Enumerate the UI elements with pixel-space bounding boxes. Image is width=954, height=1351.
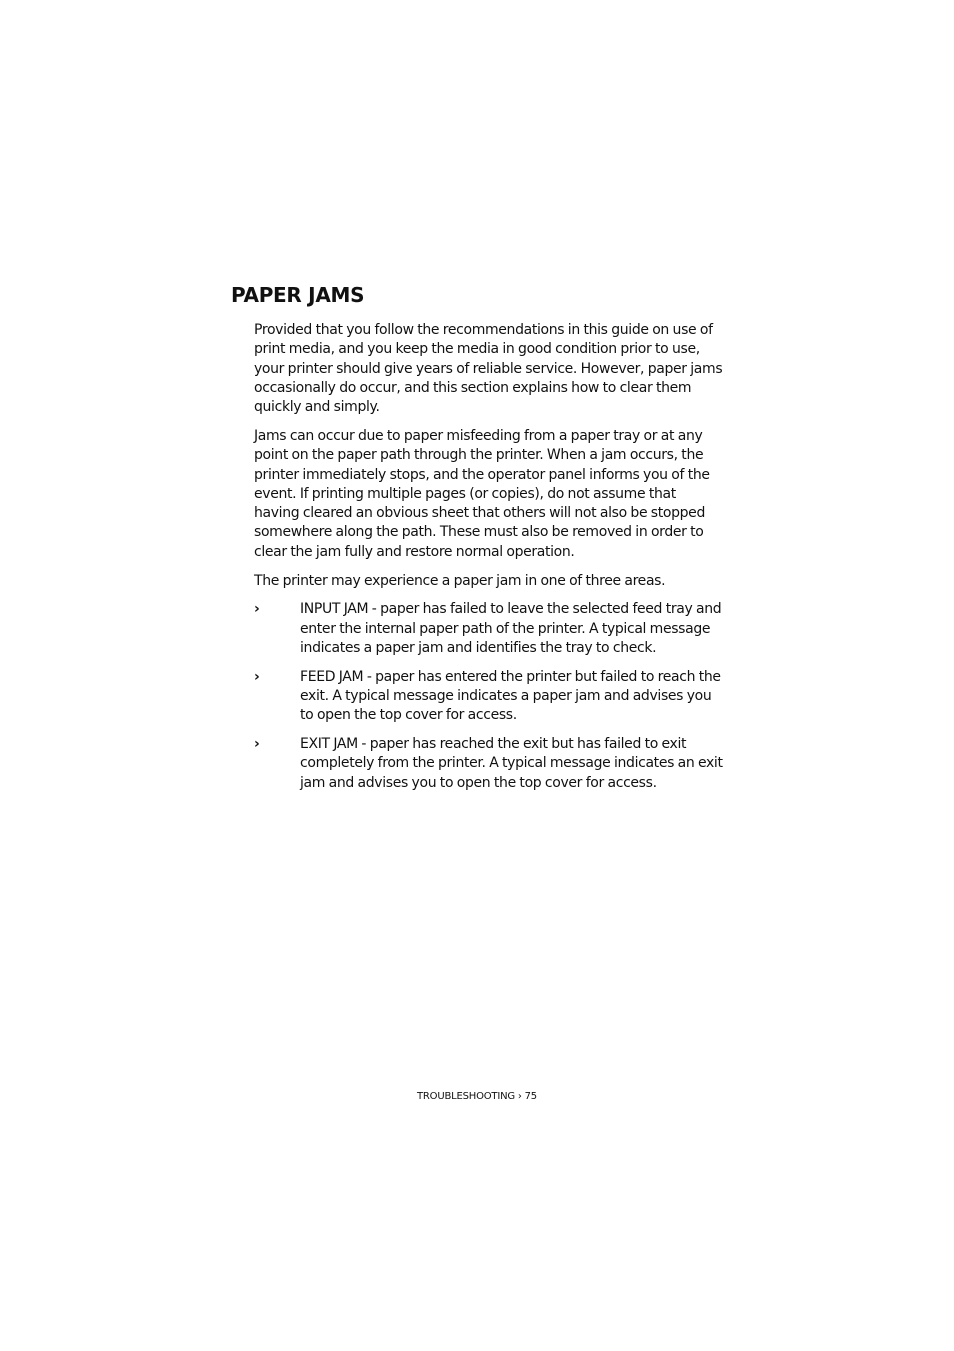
list-item-text: INPUT JAM - paper has failed to leave the selected feed tray and enter the internal paper path of the printer. A typical message indicates a paper jam and identifies the tray to check. xyxy=(300,601,722,656)
page-footer: TROUBLESHOOTING › 75 xyxy=(417,1091,537,1102)
chevron-right-icon: › xyxy=(254,668,260,685)
paragraph-jam-areas: The printer may experience a paper jam in one of three areas. xyxy=(254,572,666,589)
jam-types-list xyxy=(254,600,724,793)
section-heading: PAPER JAMS xyxy=(231,283,365,307)
list-item-exit-jam xyxy=(254,735,724,793)
list-item-text: FEED JAM - paper has entered the printer but failed to reach the exit. A typical message indicates a paper jam and advises you to open the top cover for access. xyxy=(300,668,721,724)
chevron-right-icon: › xyxy=(254,601,260,618)
paragraph-intro: Provided that you follow the recommendations in this guide on use of print media, and you keep the media in good condition prior to use, your printer should give years of reliable service. However, paper jams occasionally do occur, and this section explains how to clear them quickly and simply. xyxy=(254,322,723,416)
paragraph-jam-causes: Jams can occur due to paper misfeeding from a paper tray or at any point on the paper path through the printer. When a jam occurs, the printer immediately stops, and the operator panel informs you of the event. If printing multiple pages (or copies), do not assume that having cleared an obvious sheet that others will not also be stopped somewhere along the path. These must also be removed in order to clear the jam fully and restore normal operation. xyxy=(254,427,710,560)
list-item-input-jam xyxy=(254,600,724,658)
chevron-right-icon: › xyxy=(254,736,260,753)
section-body xyxy=(254,321,724,803)
list-item-feed-jam xyxy=(254,668,724,726)
list-item-text: EXIT JAM - paper has reached the exit but has failed to exit completely from the printer. A typical message indicates an exit jam and advises you to open the top cover for access. xyxy=(300,736,723,791)
